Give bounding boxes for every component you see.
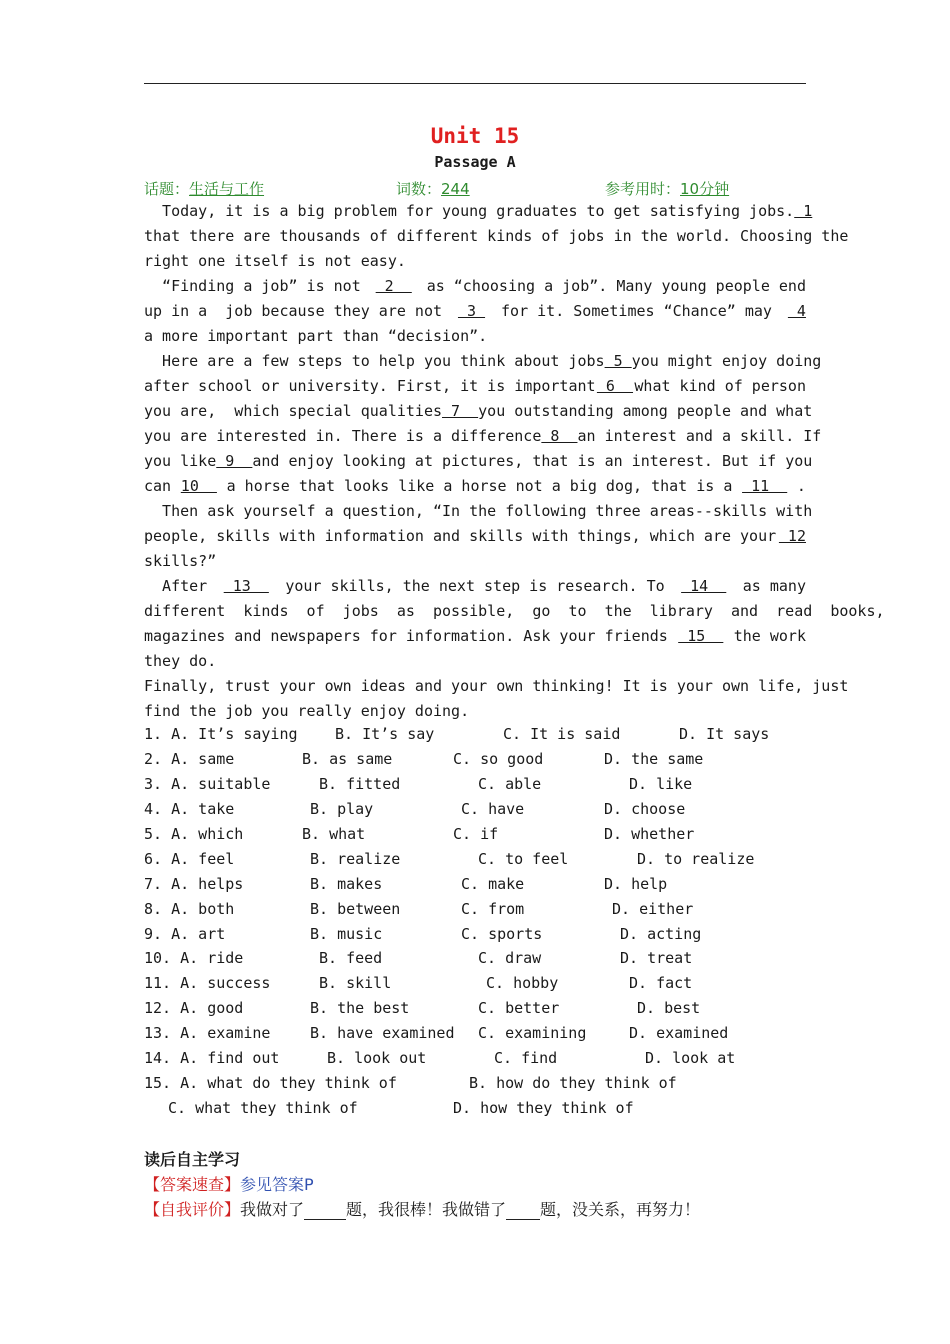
answer-text: 参见答案P [240, 1175, 314, 1194]
blank-6: 6 [596, 377, 634, 395]
q10-option-a: 10. A. ride [144, 949, 244, 967]
q1-option-a: 1. A. It’s saying [144, 725, 298, 743]
q1-option-b: B. It’s say [335, 725, 435, 743]
q15-option-a: 15. A. what do they think of [144, 1074, 397, 1092]
blank-2: 2 [375, 277, 412, 295]
passage-line: up in a job because they are not 3 for it. Sometimes “Chance” may 4 [144, 299, 806, 324]
q3-option-b: B. fitted [319, 775, 401, 793]
passage-line: “Finding a job” is not 2 as “choosing a job”. Many young people end [144, 274, 806, 299]
q7-option-d: D. help [604, 875, 668, 893]
q13-option-a: 13. A. examine [144, 1024, 271, 1042]
q3-option-c: C. able [478, 775, 542, 793]
answer-label: 【答案速查】 [144, 1175, 241, 1194]
q5-option-a: 5. A. which [144, 825, 244, 843]
q3-option-a: 3. A. suitable [144, 775, 271, 793]
time-meta [605, 178, 729, 199]
blank-11: 11 [742, 477, 788, 495]
q6-option-a: 6. A. feel [144, 850, 235, 868]
q12-option-a: 12. A. good [144, 999, 244, 1017]
passage-line: Finally, trust your own ideas and your own thinking! It is your own life, just [144, 677, 849, 695]
q7-option-b: B. makes [310, 875, 383, 893]
blank-1: 1 [794, 202, 813, 220]
word-count-value: 244 [441, 180, 470, 198]
passage-line: find the job you really enjoy doing. [144, 702, 470, 720]
blank-5: 5 [604, 352, 632, 370]
passage-line: skills?” [144, 552, 217, 570]
passage-line: a more important part than “decision”. [144, 327, 488, 345]
q8-option-c: C. from [461, 900, 525, 918]
q12-option-b: B. the best [310, 999, 410, 1017]
word-count-label: 词数： [396, 180, 442, 198]
q2-option-a: 2. A. same [144, 750, 235, 768]
correct-count-blank[interactable] [304, 1201, 346, 1220]
blank-4: 4 [787, 302, 806, 320]
passage-line: magazines and newspapers for information. Ask your friends 15 the work [144, 624, 806, 649]
wrong-count-blank[interactable] [506, 1201, 540, 1220]
q4-option-b: B. play [310, 800, 374, 818]
q10-option-d: D. treat [620, 949, 693, 967]
q14-option-c: C. find [494, 1049, 558, 1067]
section-title: 读后自主学习 [144, 1150, 241, 1169]
time-label: 参考用时： [605, 180, 681, 198]
passage-line: you like 9 and enjoy looking at pictures, that is an interest. But if you [144, 449, 806, 474]
topic-value: 生活与工作 [189, 180, 265, 198]
passage-line: Then ask yourself a question, “In the following three areas--skills with [144, 502, 813, 520]
q7-option-a: 7. A. helps [144, 875, 244, 893]
q2-option-c: C. so good [453, 750, 544, 768]
q14-option-a: 14. A. find out [144, 1049, 280, 1067]
q9-option-b: B. music [310, 925, 383, 943]
q6-option-c: C. to feel [478, 850, 569, 868]
q1-option-c: C. It is said [503, 725, 621, 743]
passage-line: After 13 your skills, the next step is research. To 14 as many [144, 574, 806, 599]
q5-option-d: D. whether [604, 825, 695, 843]
passage-subtitle: Passage A [434, 153, 516, 171]
q11-option-a: 11. A. success [144, 974, 271, 992]
q6-option-d: D. to realize [637, 850, 755, 868]
q8-option-d: D. either [612, 900, 694, 918]
blank-7: 7 [442, 402, 479, 420]
passage-line: different kinds of jobs as possible, go to the library and read books, [144, 602, 885, 620]
self-eval-line: 【自我评价】我做对了 题，我很棒！我做错了 题，没关系，再努力！ [144, 1200, 701, 1219]
q5-option-b: B. what [302, 825, 366, 843]
answer-line [144, 1172, 314, 1195]
passage-line: they do. [144, 652, 217, 670]
blank-15: 15 [678, 627, 724, 645]
self-eval-label: 【自我评价】 [144, 1200, 241, 1219]
q14-option-b: B. look out [327, 1049, 427, 1067]
blank-13: 13 [223, 577, 269, 595]
passage-line: Here are a few steps to help you think about jobs 5 you might enjoy doing [144, 349, 806, 374]
q15-option-d: D. how they think of [453, 1099, 634, 1117]
blank-10: 10 [180, 477, 217, 495]
blank-12: 12 [778, 527, 806, 545]
q10-option-c: C. draw [478, 949, 542, 967]
passage-line: people, skills with information and skills with things, which are your 12 [144, 524, 806, 549]
q8-option-b: B. between [310, 900, 401, 918]
q9-option-d: D. acting [620, 925, 702, 943]
q13-option-c: C. examining [478, 1024, 587, 1042]
q11-option-b: B. skill [319, 974, 392, 992]
unit-title: Unit 15 [430, 124, 520, 148]
word-count-meta [396, 178, 470, 199]
passage-text [144, 199, 885, 724]
passage-line: Today, it is a big problem for young graduates to get satisfying jobs. 1 [144, 199, 806, 224]
passage-line: that there are thousands of different kinds of jobs in the world. Choosing the [144, 227, 849, 245]
topic-meta [144, 178, 264, 199]
q13-option-b: B. have examined [310, 1024, 455, 1042]
q9-option-a: 9. A. art [144, 925, 226, 943]
q8-option-a: 8. A. both [144, 900, 235, 918]
q11-option-c: C. hobby [486, 974, 559, 992]
topic-label: 话题： [144, 180, 190, 198]
q12-option-c: C. better [478, 999, 560, 1017]
q7-option-c: C. make [461, 875, 525, 893]
q3-option-d: D. like [629, 775, 693, 793]
passage-line: can 10 a horse that looks like a horse not a big dog, that is a 11 . [144, 474, 806, 499]
q15-option-b: B. how do they think of [469, 1074, 677, 1092]
q10-option-b: B. feed [319, 949, 383, 967]
q5-option-c: C. if [453, 825, 499, 843]
blank-8: 8 [541, 427, 578, 445]
top-rule [144, 83, 806, 84]
q6-option-b: B. realize [310, 850, 401, 868]
passage-line: right one itself is not easy. [144, 252, 406, 270]
q14-option-d: D. look at [645, 1049, 736, 1067]
passage-line: you are, which special qualities 7 you outstanding among people and what [144, 399, 806, 424]
blank-14: 14 [681, 577, 727, 595]
q2-option-d: D. the same [604, 750, 704, 768]
q9-option-c: C. sports [461, 925, 543, 943]
q4-option-c: C. have [461, 800, 525, 818]
q15-option-c: C. what they think of [168, 1099, 358, 1117]
q13-option-d: D. examined [629, 1024, 729, 1042]
q4-option-d: D. choose [604, 800, 686, 818]
q4-option-a: 4. A. take [144, 800, 235, 818]
q11-option-d: D. fact [629, 974, 693, 992]
passage-line: you are interested in. There is a difference 8 an interest and a skill. If [144, 424, 806, 449]
q2-option-b: B. as same [302, 750, 393, 768]
blank-9: 9 [216, 452, 253, 470]
passage-line: after school or university. First, it is important 6 what kind of person [144, 374, 806, 399]
q1-option-d: D. It says [679, 725, 770, 743]
time-value: 10分钟 [680, 180, 730, 198]
q12-option-d: D. best [637, 999, 701, 1017]
blank-3: 3 [457, 302, 486, 320]
